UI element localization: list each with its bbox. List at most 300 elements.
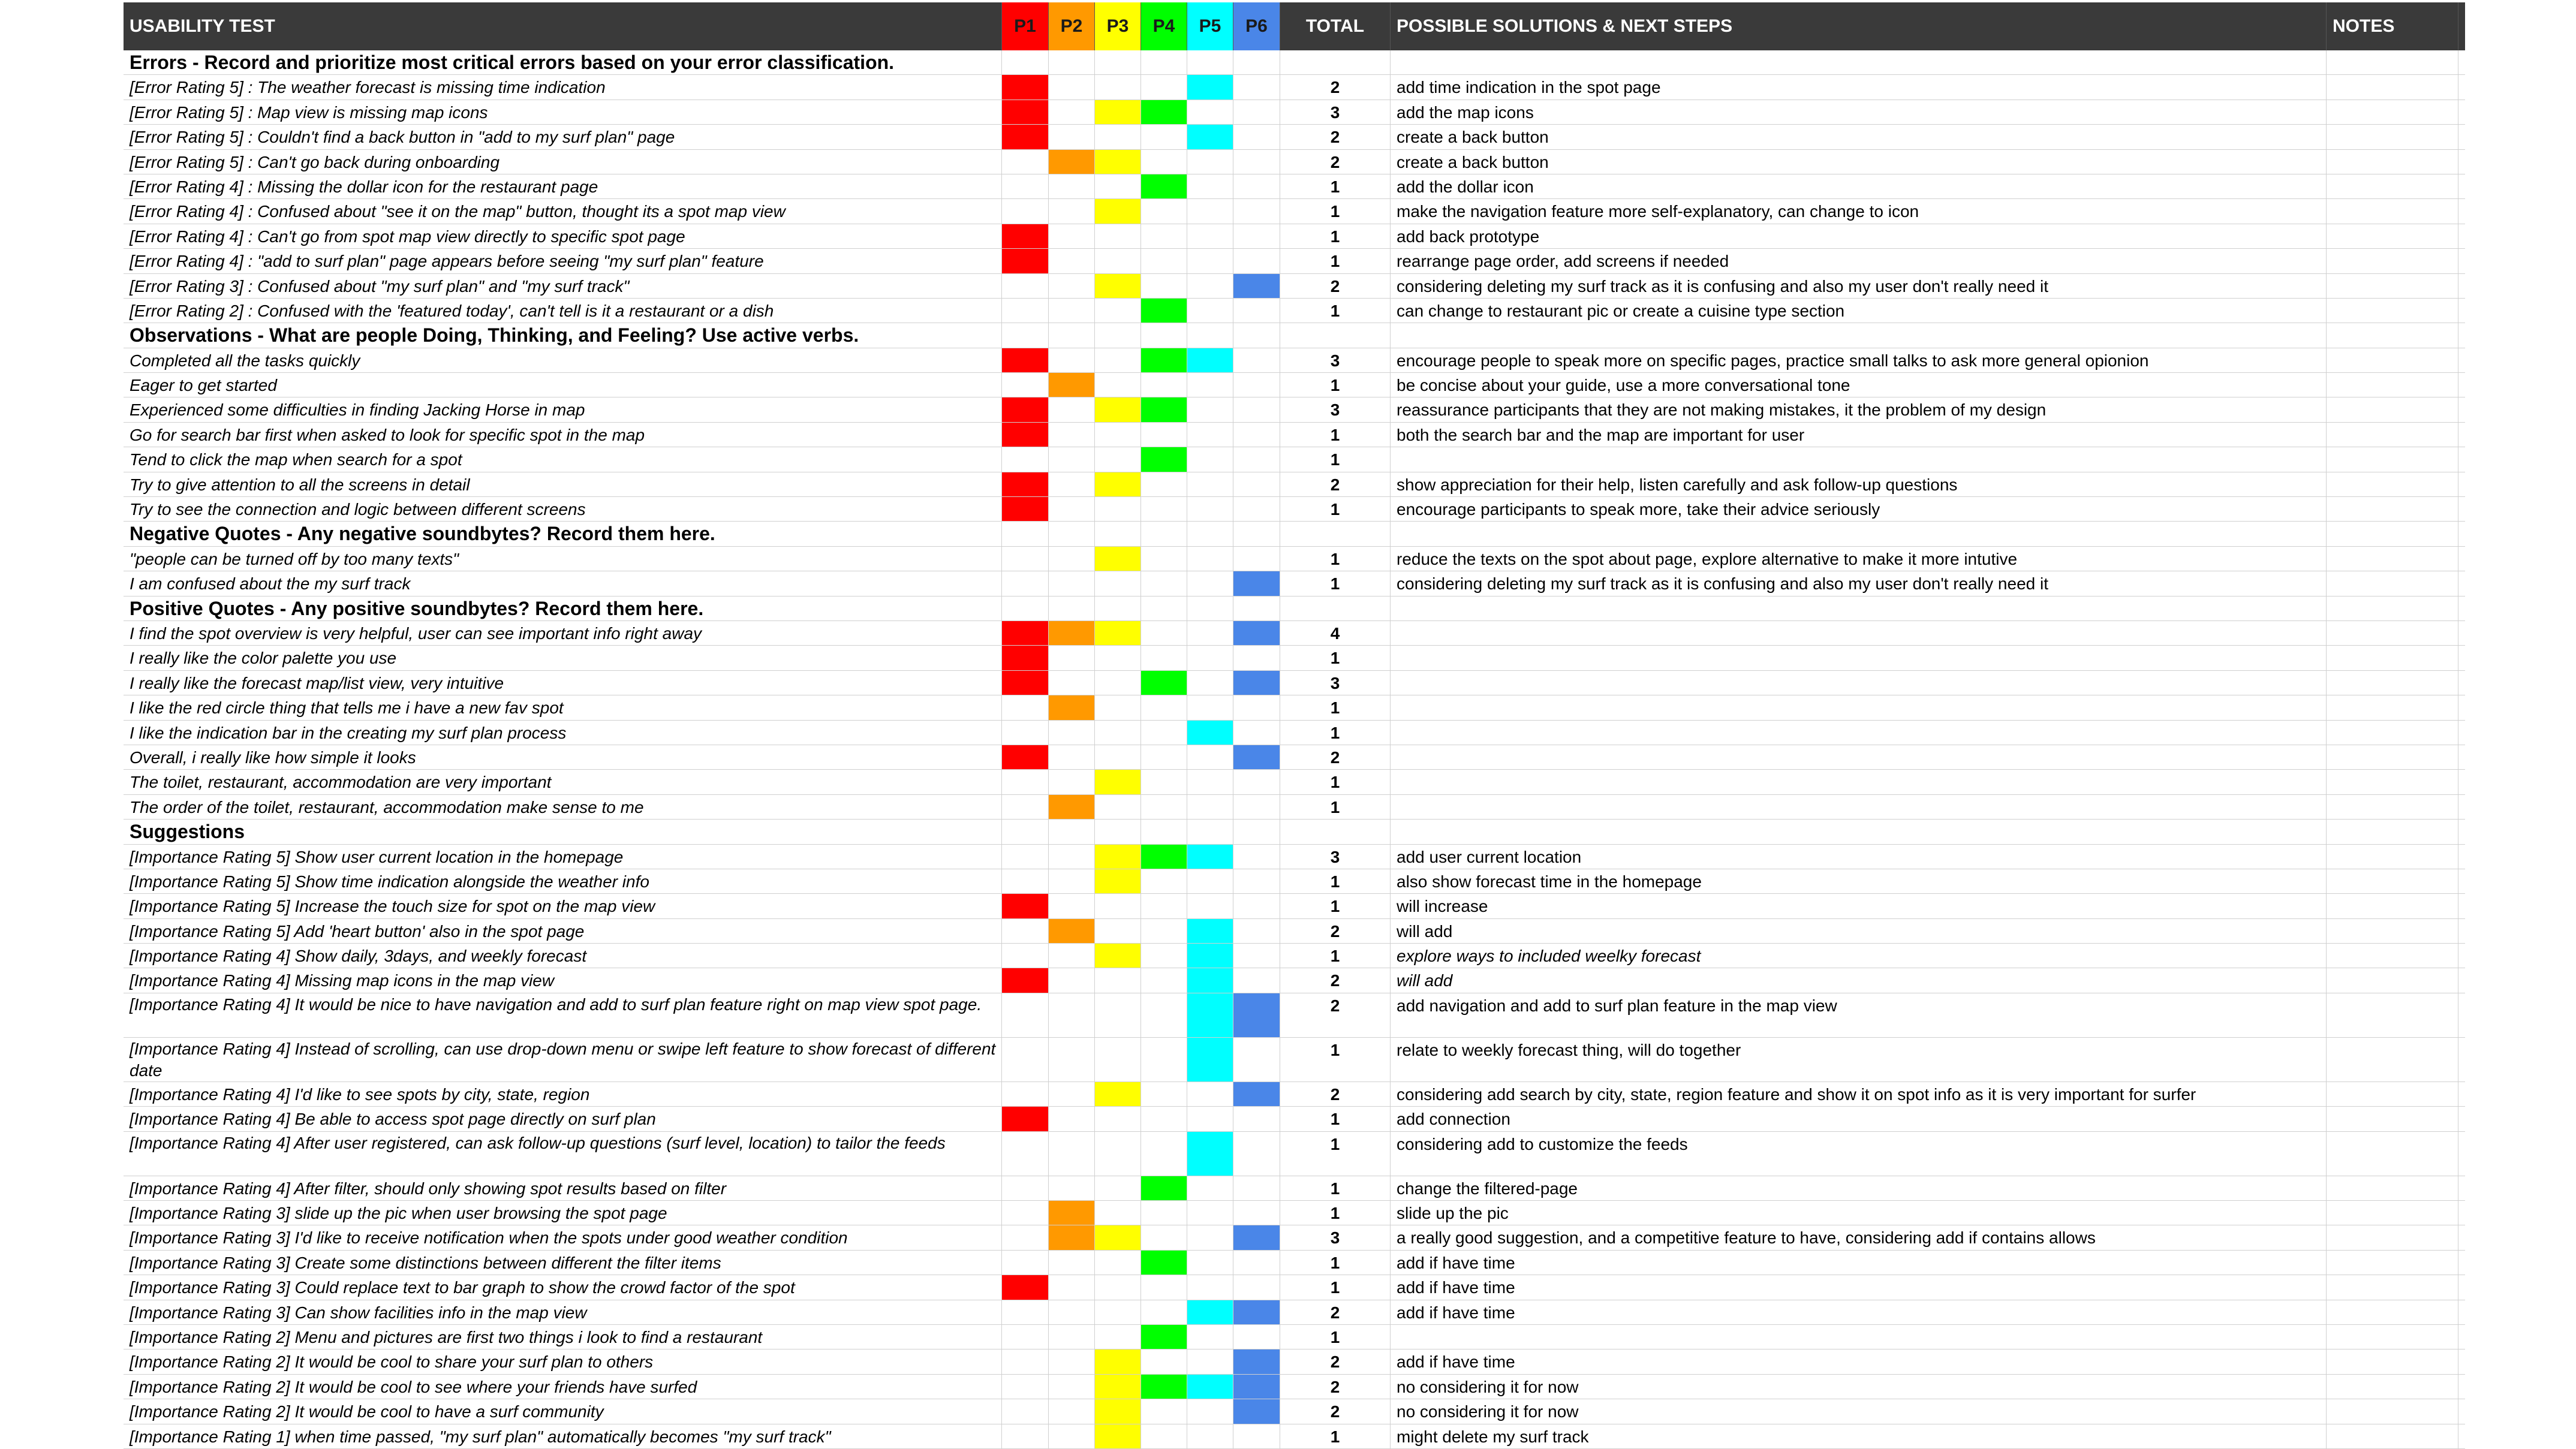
finding-cell[interactable]: Experienced some difficulties in finding Jacking Horse in map: [124, 397, 1002, 421]
participant-cell-p6[interactable]: [1233, 249, 1280, 273]
participant-cell-p4[interactable]: [1141, 1176, 1187, 1200]
finding-cell[interactable]: [Importance Rating 1] when time passed, "my surf plan" automatically becomes "my surf track": [124, 1424, 1002, 1448]
participant-cell-p3[interactable]: [1095, 373, 1141, 397]
participant-cell-p2[interactable]: [1049, 249, 1095, 273]
participant-cell-p3[interactable]: [1095, 274, 1141, 298]
notes-cell[interactable]: [2327, 1275, 2458, 1299]
participant-cell-p4[interactable]: [1141, 770, 1187, 794]
participant-cell-p1[interactable]: [1002, 373, 1049, 397]
participant-cell-p5[interactable]: [1187, 1082, 1233, 1106]
participant-cell-p1[interactable]: [1002, 447, 1049, 471]
participant-cell-p6[interactable]: [1233, 323, 1280, 347]
solution-cell[interactable]: will add: [1391, 919, 2327, 943]
solution-cell[interactable]: [1391, 522, 2327, 546]
participant-cell-p4[interactable]: [1141, 1300, 1187, 1324]
notes-cell[interactable]: [2327, 100, 2458, 124]
participant-cell-p6[interactable]: [1233, 100, 1280, 124]
solution-cell[interactable]: show appreciation for their help, listen carefully and ask follow-up questions: [1391, 472, 2327, 496]
finding-cell[interactable]: The order of the toilet, restaurant, accommodation make sense to me: [124, 795, 1002, 819]
participant-cell-p1[interactable]: [1002, 1225, 1049, 1249]
participant-cell-p6[interactable]: [1233, 770, 1280, 794]
participant-cell-p6[interactable]: [1233, 1424, 1280, 1448]
finding-cell[interactable]: [Error Rating 4] : Confused about "see it on the map" button, thought its a spot map view: [124, 199, 1002, 223]
participant-cell-p2[interactable]: [1049, 919, 1095, 943]
header-p5[interactable]: P5: [1187, 2, 1233, 50]
finding-cell[interactable]: Overall, i really like how simple it looks: [124, 745, 1002, 769]
notes-cell[interactable]: [2327, 993, 2458, 1037]
participant-cell-p2[interactable]: [1049, 1176, 1095, 1200]
participant-cell-p5[interactable]: [1187, 1038, 1233, 1082]
participant-cell-p2[interactable]: [1049, 150, 1095, 174]
participant-cell-p4[interactable]: [1141, 1038, 1187, 1082]
solution-cell[interactable]: change the filtered-page: [1391, 1176, 2327, 1200]
participant-cell-p5[interactable]: [1187, 249, 1233, 273]
participant-cell-p4[interactable]: [1141, 447, 1187, 471]
header-usability-test[interactable]: USABILITY TEST: [124, 2, 1002, 50]
participant-cell-p5[interactable]: [1187, 1132, 1233, 1176]
participant-cell-p4[interactable]: [1141, 547, 1187, 571]
participant-cell-p1[interactable]: [1002, 721, 1049, 745]
notes-cell[interactable]: [2327, 348, 2458, 372]
participant-cell-p5[interactable]: [1187, 745, 1233, 769]
participant-cell-p1[interactable]: [1002, 944, 1049, 968]
total-cell[interactable]: 1: [1280, 721, 1391, 745]
participant-cell-p2[interactable]: [1049, 1225, 1095, 1249]
notes-cell[interactable]: [2327, 968, 2458, 992]
solution-cell[interactable]: [1391, 50, 2327, 74]
solution-cell[interactable]: [1391, 695, 2327, 719]
total-cell[interactable]: 3: [1280, 100, 1391, 124]
participant-cell-p6[interactable]: [1233, 1399, 1280, 1423]
participant-cell-p2[interactable]: [1049, 1349, 1095, 1373]
notes-cell[interactable]: [2327, 472, 2458, 496]
total-cell[interactable]: 2: [1280, 1300, 1391, 1324]
finding-cell[interactable]: [Importance Rating 3] Could replace text to bar graph to show the crowd factor of the spot: [124, 1275, 1002, 1299]
participant-cell-p1[interactable]: [1002, 299, 1049, 323]
participant-cell-p4[interactable]: [1141, 1349, 1187, 1373]
total-cell[interactable]: 1: [1280, 695, 1391, 719]
participant-cell-p4[interactable]: [1141, 621, 1187, 645]
notes-cell[interactable]: [2327, 597, 2458, 620]
notes-cell[interactable]: [2327, 1251, 2458, 1275]
header-p3[interactable]: P3: [1095, 2, 1141, 50]
participant-cell-p1[interactable]: [1002, 1424, 1049, 1448]
participant-cell-p1[interactable]: [1002, 745, 1049, 769]
participant-cell-p1[interactable]: [1002, 646, 1049, 670]
participant-cell-p6[interactable]: [1233, 447, 1280, 471]
solution-cell[interactable]: a really good suggestion, and a competitive feature to have, considering add if contains allows: [1391, 1225, 2327, 1249]
participant-cell-p3[interactable]: [1095, 1176, 1141, 1200]
notes-cell[interactable]: [2327, 770, 2458, 794]
total-cell[interactable]: 2: [1280, 274, 1391, 298]
participant-cell-p1[interactable]: [1002, 1399, 1049, 1423]
total-cell[interactable]: 1: [1280, 1275, 1391, 1299]
participant-cell-p5[interactable]: [1187, 348, 1233, 372]
participant-cell-p3[interactable]: [1095, 1038, 1141, 1082]
notes-cell[interactable]: [2327, 423, 2458, 447]
solution-cell[interactable]: relate to weekly forecast thing, will do together: [1391, 1038, 2327, 1082]
total-cell[interactable]: 3: [1280, 671, 1391, 695]
participant-cell-p3[interactable]: [1095, 721, 1141, 745]
finding-cell[interactable]: [Importance Rating 5] Show time indication alongside the weather info: [124, 869, 1002, 893]
participant-cell-p2[interactable]: [1049, 845, 1095, 869]
finding-cell[interactable]: Try to give attention to all the screens in detail: [124, 472, 1002, 496]
participant-cell-p3[interactable]: [1095, 1325, 1141, 1349]
solution-cell[interactable]: add the map icons: [1391, 100, 2327, 124]
participant-cell-p2[interactable]: [1049, 1107, 1095, 1131]
participant-cell-p5[interactable]: [1187, 1375, 1233, 1399]
participant-cell-p2[interactable]: [1049, 968, 1095, 992]
participant-cell-p5[interactable]: [1187, 423, 1233, 447]
participant-cell-p3[interactable]: [1095, 348, 1141, 372]
participant-cell-p4[interactable]: [1141, 373, 1187, 397]
solution-cell[interactable]: rearrange page order, add screens if needed: [1391, 249, 2327, 273]
participant-cell-p3[interactable]: [1095, 968, 1141, 992]
participant-cell-p4[interactable]: [1141, 597, 1187, 620]
notes-cell[interactable]: [2327, 1225, 2458, 1249]
participant-cell-p2[interactable]: [1049, 1275, 1095, 1299]
solution-cell[interactable]: [1391, 646, 2327, 670]
total-cell[interactable]: 2: [1280, 1399, 1391, 1423]
finding-cell[interactable]: [Importance Rating 4] It would be nice to have navigation and add to surf plan feature right on map view spot page.: [124, 993, 1002, 1037]
participant-cell-p5[interactable]: [1187, 1424, 1233, 1448]
notes-cell[interactable]: [2327, 845, 2458, 869]
finding-cell[interactable]: [Error Rating 5] : The weather forecast is missing time indication: [124, 75, 1002, 99]
notes-cell[interactable]: [2327, 497, 2458, 521]
participant-cell-p4[interactable]: [1141, 1275, 1187, 1299]
solution-cell[interactable]: add time indication in the spot page: [1391, 75, 2327, 99]
header-total[interactable]: TOTAL: [1280, 2, 1391, 50]
total-cell[interactable]: 4: [1280, 621, 1391, 645]
finding-cell[interactable]: I like the indication bar in the creating my surf plan process: [124, 721, 1002, 745]
participant-cell-p2[interactable]: [1049, 373, 1095, 397]
total-cell[interactable]: 1: [1280, 894, 1391, 918]
finding-cell[interactable]: The toilet, restaurant, accommodation are very important: [124, 770, 1002, 794]
notes-cell[interactable]: [2327, 1038, 2458, 1082]
finding-cell[interactable]: Eager to get started: [124, 373, 1002, 397]
participant-cell-p2[interactable]: [1049, 671, 1095, 695]
participant-cell-p4[interactable]: [1141, 50, 1187, 74]
participant-cell-p3[interactable]: [1095, 1399, 1141, 1423]
participant-cell-p3[interactable]: [1095, 50, 1141, 74]
finding-cell[interactable]: [Importance Rating 2] It would be cool to share your surf plan to others: [124, 1349, 1002, 1373]
participant-cell-p1[interactable]: [1002, 522, 1049, 546]
notes-cell[interactable]: [2327, 397, 2458, 421]
participant-cell-p5[interactable]: [1187, 919, 1233, 943]
participant-cell-p2[interactable]: [1049, 397, 1095, 421]
participant-cell-p4[interactable]: [1141, 1399, 1187, 1423]
participant-cell-p1[interactable]: [1002, 894, 1049, 918]
participant-cell-p6[interactable]: [1233, 646, 1280, 670]
participant-cell-p6[interactable]: [1233, 50, 1280, 74]
notes-cell[interactable]: [2327, 944, 2458, 968]
solution-cell[interactable]: be concise about your guide, use a more conversational tone: [1391, 373, 2327, 397]
participant-cell-p5[interactable]: [1187, 373, 1233, 397]
participant-cell-p6[interactable]: [1233, 968, 1280, 992]
participant-cell-p3[interactable]: [1095, 249, 1141, 273]
participant-cell-p6[interactable]: [1233, 571, 1280, 595]
finding-cell[interactable]: [Importance Rating 4] Be able to access spot page directly on surf plan: [124, 1107, 1002, 1131]
solution-cell[interactable]: encourage participants to speak more, take their advice seriously: [1391, 497, 2327, 521]
solution-cell[interactable]: explore ways to included weelky forecast: [1391, 944, 2327, 968]
total-cell[interactable]: 1: [1280, 1176, 1391, 1200]
participant-cell-p2[interactable]: [1049, 795, 1095, 819]
participant-cell-p1[interactable]: [1002, 348, 1049, 372]
total-cell[interactable]: 1: [1280, 1424, 1391, 1448]
participant-cell-p2[interactable]: [1049, 721, 1095, 745]
participant-cell-p1[interactable]: [1002, 472, 1049, 496]
finding-cell[interactable]: Tend to click the map when search for a spot: [124, 447, 1002, 471]
finding-cell[interactable]: [Importance Rating 4] After filter, should only showing spot results based on filter: [124, 1176, 1002, 1200]
finding-cell[interactable]: [Error Rating 3] : Confused about "my surf plan" and "my surf track": [124, 274, 1002, 298]
participant-cell-p6[interactable]: [1233, 621, 1280, 645]
finding-cell[interactable]: [Importance Rating 4] Instead of scrolling, can use drop-down menu or swipe left feature to show forecast of different date: [124, 1038, 1002, 1082]
participant-cell-p4[interactable]: [1141, 224, 1187, 248]
participant-cell-p5[interactable]: [1187, 795, 1233, 819]
participant-cell-p2[interactable]: [1049, 1424, 1095, 1448]
solution-cell[interactable]: will increase: [1391, 894, 2327, 918]
finding-cell[interactable]: [Error Rating 5] : Can't go back during onboarding: [124, 150, 1002, 174]
participant-cell-p1[interactable]: [1002, 1038, 1049, 1082]
participant-cell-p6[interactable]: [1233, 695, 1280, 719]
total-cell[interactable]: 1: [1280, 869, 1391, 893]
participant-cell-p1[interactable]: [1002, 249, 1049, 273]
participant-cell-p1[interactable]: [1002, 50, 1049, 74]
header-solutions[interactable]: POSSIBLE SOLUTIONS & NEXT STEPS: [1391, 2, 2327, 50]
participant-cell-p5[interactable]: [1187, 993, 1233, 1037]
participant-cell-p3[interactable]: [1095, 869, 1141, 893]
participant-cell-p4[interactable]: [1141, 1132, 1187, 1176]
participant-cell-p3[interactable]: [1095, 820, 1141, 844]
notes-cell[interactable]: [2327, 547, 2458, 571]
participant-cell-p1[interactable]: [1002, 1201, 1049, 1225]
total-cell[interactable]: 1: [1280, 249, 1391, 273]
finding-cell[interactable]: Go for search bar first when asked to look for specific spot in the map: [124, 423, 1002, 447]
participant-cell-p6[interactable]: [1233, 1201, 1280, 1225]
notes-cell[interactable]: [2327, 869, 2458, 893]
participant-cell-p3[interactable]: [1095, 745, 1141, 769]
participant-cell-p5[interactable]: [1187, 1325, 1233, 1349]
notes-cell[interactable]: [2327, 919, 2458, 943]
notes-cell[interactable]: [2327, 224, 2458, 248]
participant-cell-p6[interactable]: [1233, 1300, 1280, 1324]
participant-cell-p5[interactable]: [1187, 472, 1233, 496]
solution-cell[interactable]: reassurance participants that they are not making mistakes, it the problem of my design: [1391, 397, 2327, 421]
finding-cell[interactable]: I like the red circle thing that tells me i have a new fav spot: [124, 695, 1002, 719]
participant-cell-p1[interactable]: [1002, 571, 1049, 595]
participant-cell-p5[interactable]: [1187, 125, 1233, 149]
participant-cell-p2[interactable]: [1049, 522, 1095, 546]
participant-cell-p4[interactable]: [1141, 323, 1187, 347]
participant-cell-p3[interactable]: [1095, 224, 1141, 248]
participant-cell-p1[interactable]: [1002, 1375, 1049, 1399]
participant-cell-p1[interactable]: [1002, 820, 1049, 844]
participant-cell-p3[interactable]: [1095, 547, 1141, 571]
participant-cell-p1[interactable]: [1002, 695, 1049, 719]
finding-cell[interactable]: [Error Rating 4] : Missing the dollar icon for the restaurant page: [124, 174, 1002, 198]
participant-cell-p2[interactable]: [1049, 1300, 1095, 1324]
participant-cell-p1[interactable]: [1002, 125, 1049, 149]
solution-cell[interactable]: might delete my surf track: [1391, 1424, 2327, 1448]
total-cell[interactable]: 2: [1280, 1349, 1391, 1373]
participant-cell-p2[interactable]: [1049, 869, 1095, 893]
total-cell[interactable]: 1: [1280, 1038, 1391, 1082]
total-cell[interactable]: 1: [1280, 646, 1391, 670]
participant-cell-p1[interactable]: [1002, 919, 1049, 943]
participant-cell-p4[interactable]: [1141, 820, 1187, 844]
participant-cell-p4[interactable]: [1141, 348, 1187, 372]
participant-cell-p5[interactable]: [1187, 522, 1233, 546]
participant-cell-p3[interactable]: [1095, 993, 1141, 1037]
total-cell[interactable]: 2: [1280, 472, 1391, 496]
participant-cell-p3[interactable]: [1095, 423, 1141, 447]
notes-cell[interactable]: [2327, 671, 2458, 695]
notes-cell[interactable]: [2327, 1132, 2458, 1176]
notes-cell[interactable]: [2327, 621, 2458, 645]
participant-cell-p2[interactable]: [1049, 1132, 1095, 1176]
participant-cell-p3[interactable]: [1095, 150, 1141, 174]
total-cell[interactable]: 1: [1280, 770, 1391, 794]
participant-cell-p2[interactable]: [1049, 274, 1095, 298]
solution-cell[interactable]: encourage people to speak more on specific pages, practice small talks to ask more general opionion: [1391, 348, 2327, 372]
notes-cell[interactable]: [2327, 1349, 2458, 1373]
participant-cell-p2[interactable]: [1049, 1201, 1095, 1225]
participant-cell-p6[interactable]: [1233, 348, 1280, 372]
participant-cell-p5[interactable]: [1187, 174, 1233, 198]
participant-cell-p3[interactable]: [1095, 944, 1141, 968]
solution-cell[interactable]: create a back button: [1391, 125, 2327, 149]
participant-cell-p6[interactable]: [1233, 125, 1280, 149]
participant-cell-p4[interactable]: [1141, 1107, 1187, 1131]
participant-cell-p4[interactable]: [1141, 522, 1187, 546]
participant-cell-p2[interactable]: [1049, 547, 1095, 571]
participant-cell-p1[interactable]: [1002, 795, 1049, 819]
total-cell[interactable]: 2: [1280, 968, 1391, 992]
participant-cell-p5[interactable]: [1187, 869, 1233, 893]
participant-cell-p5[interactable]: [1187, 224, 1233, 248]
participant-cell-p1[interactable]: [1002, 100, 1049, 124]
participant-cell-p5[interactable]: [1187, 621, 1233, 645]
participant-cell-p4[interactable]: [1141, 1325, 1187, 1349]
notes-cell[interactable]: [2327, 1300, 2458, 1324]
participant-cell-p4[interactable]: [1141, 944, 1187, 968]
participant-cell-p5[interactable]: [1187, 894, 1233, 918]
solution-cell[interactable]: can change to restaurant pic or create a cuisine type section: [1391, 299, 2327, 323]
total-cell[interactable]: 1: [1280, 795, 1391, 819]
solution-cell[interactable]: [1391, 820, 2327, 844]
participant-cell-p2[interactable]: [1049, 423, 1095, 447]
participant-cell-p1[interactable]: [1002, 1251, 1049, 1275]
finding-cell[interactable]: I really like the forecast map/list view, very intuitive: [124, 671, 1002, 695]
participant-cell-p5[interactable]: [1187, 1201, 1233, 1225]
participant-cell-p2[interactable]: [1049, 50, 1095, 74]
participant-cell-p4[interactable]: [1141, 721, 1187, 745]
notes-cell[interactable]: [2327, 174, 2458, 198]
participant-cell-p5[interactable]: [1187, 447, 1233, 471]
participant-cell-p4[interactable]: [1141, 274, 1187, 298]
participant-cell-p6[interactable]: [1233, 397, 1280, 421]
participant-cell-p4[interactable]: [1141, 745, 1187, 769]
finding-cell[interactable]: [Importance Rating 2] It would be cool to see where your friends have surfed: [124, 1375, 1002, 1399]
participant-cell-p4[interactable]: [1141, 299, 1187, 323]
notes-cell[interactable]: [2327, 373, 2458, 397]
participant-cell-p4[interactable]: [1141, 1201, 1187, 1225]
participant-cell-p5[interactable]: [1187, 1300, 1233, 1324]
participant-cell-p4[interactable]: [1141, 845, 1187, 869]
participant-cell-p3[interactable]: [1095, 1132, 1141, 1176]
participant-cell-p2[interactable]: [1049, 597, 1095, 620]
participant-cell-p6[interactable]: [1233, 845, 1280, 869]
participant-cell-p6[interactable]: [1233, 174, 1280, 198]
participant-cell-p4[interactable]: [1141, 75, 1187, 99]
total-cell[interactable]: 2: [1280, 745, 1391, 769]
participant-cell-p5[interactable]: [1187, 671, 1233, 695]
participant-cell-p4[interactable]: [1141, 894, 1187, 918]
total-cell[interactable]: 1: [1280, 497, 1391, 521]
finding-cell[interactable]: [Importance Rating 3] Create some distinctions between different the filter items: [124, 1251, 1002, 1275]
participant-cell-p6[interactable]: [1233, 199, 1280, 223]
participant-cell-p4[interactable]: [1141, 125, 1187, 149]
participant-cell-p3[interactable]: [1095, 1251, 1141, 1275]
finding-cell[interactable]: I am confused about the my surf track: [124, 571, 1002, 595]
participant-cell-p6[interactable]: [1233, 795, 1280, 819]
participant-cell-p6[interactable]: [1233, 497, 1280, 521]
finding-cell[interactable]: I find the spot overview is very helpful, user can see important info right away: [124, 621, 1002, 645]
participant-cell-p4[interactable]: [1141, 1251, 1187, 1275]
total-cell[interactable]: [1280, 323, 1391, 347]
participant-cell-p1[interactable]: [1002, 423, 1049, 447]
total-cell[interactable]: [1280, 820, 1391, 844]
participant-cell-p6[interactable]: [1233, 472, 1280, 496]
participant-cell-p6[interactable]: [1233, 1176, 1280, 1200]
header-p4[interactable]: P4: [1141, 2, 1187, 50]
notes-cell[interactable]: [2327, 1107, 2458, 1131]
participant-cell-p3[interactable]: [1095, 894, 1141, 918]
finding-cell[interactable]: [Importance Rating 3] Can show facilities info in the map view: [124, 1300, 1002, 1324]
total-cell[interactable]: 2: [1280, 150, 1391, 174]
total-cell[interactable]: 1: [1280, 1251, 1391, 1275]
participant-cell-p2[interactable]: [1049, 125, 1095, 149]
notes-cell[interactable]: [2327, 721, 2458, 745]
participant-cell-p1[interactable]: [1002, 1349, 1049, 1373]
notes-cell[interactable]: [2327, 894, 2458, 918]
participant-cell-p2[interactable]: [1049, 199, 1095, 223]
participant-cell-p2[interactable]: [1049, 621, 1095, 645]
participant-cell-p1[interactable]: [1002, 1275, 1049, 1299]
participant-cell-p6[interactable]: [1233, 721, 1280, 745]
total-cell[interactable]: 1: [1280, 174, 1391, 198]
participant-cell-p5[interactable]: [1187, 1399, 1233, 1423]
participant-cell-p2[interactable]: [1049, 1038, 1095, 1082]
total-cell[interactable]: 1: [1280, 373, 1391, 397]
participant-cell-p6[interactable]: [1233, 373, 1280, 397]
participant-cell-p5[interactable]: [1187, 571, 1233, 595]
notes-cell[interactable]: [2327, 50, 2458, 74]
participant-cell-p2[interactable]: [1049, 447, 1095, 471]
participant-cell-p3[interactable]: [1095, 919, 1141, 943]
total-cell[interactable]: 2: [1280, 1375, 1391, 1399]
section-title-cell[interactable]: Negative Quotes - Any negative soundbytes? Record them here.: [124, 522, 1002, 546]
notes-cell[interactable]: [2327, 745, 2458, 769]
participant-cell-p2[interactable]: [1049, 1375, 1095, 1399]
participant-cell-p1[interactable]: [1002, 224, 1049, 248]
participant-cell-p3[interactable]: [1095, 497, 1141, 521]
participant-cell-p1[interactable]: [1002, 845, 1049, 869]
notes-cell[interactable]: [2327, 1082, 2458, 1106]
participant-cell-p5[interactable]: [1187, 820, 1233, 844]
total-cell[interactable]: [1280, 522, 1391, 546]
participant-cell-p1[interactable]: [1002, 1300, 1049, 1324]
